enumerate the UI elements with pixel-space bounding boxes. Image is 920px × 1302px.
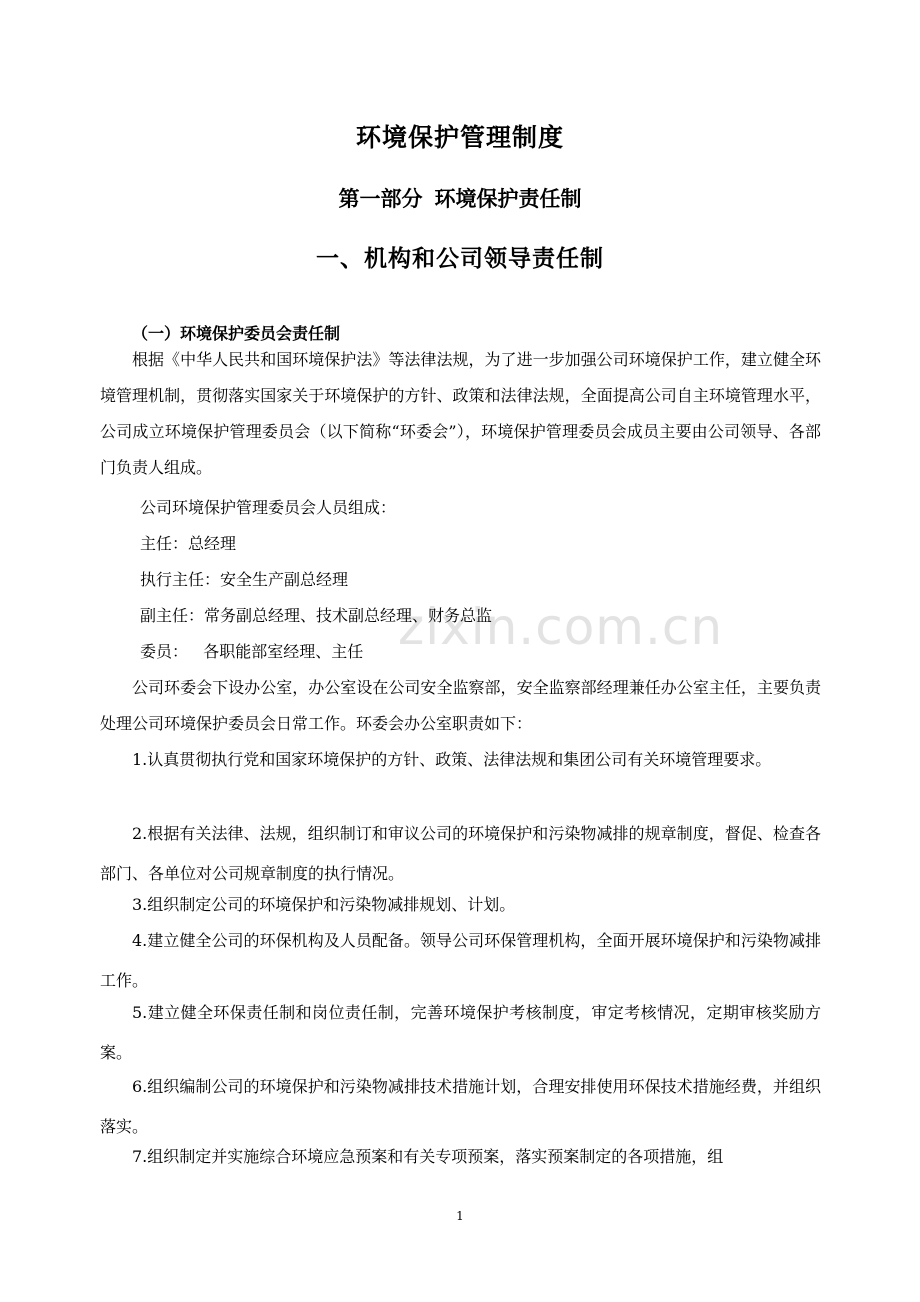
page-number: 1 bbox=[456, 1209, 464, 1223]
document-title: 环境保护管理制度 bbox=[355, 123, 564, 152]
member-line: 执行主任：安全生产副总经理 bbox=[140, 570, 349, 589]
duty-item: 5.建立健全环保责任制和岗位责任制，完善环境保护考核制度，审定考核情况，定期审核奖励方案。 bbox=[100, 1003, 821, 1062]
members-intro: 公司环境保护管理委员会人员组成： bbox=[140, 498, 397, 517]
duty-item: 6.组织编制公司的环境保护和污染物减排技术措施计划，合理安排使用环保技术措施经费，并组织落实。 bbox=[100, 1077, 821, 1136]
duty-item: 7.组织制定并实施综合环境应急预案和有关专项预案，落实预案制定的各项措施，组 bbox=[132, 1147, 724, 1166]
member-line: 副主任：常务副总经理、技术副总经理、财务总监 bbox=[140, 606, 493, 625]
section-heading: （一）环境保护委员会责任制 bbox=[132, 324, 341, 343]
duty-item: 1.认真贯彻执行党和国家环境保护的方针、政策、法律法规和集团公司有关环境管理要求。 bbox=[132, 750, 772, 769]
office-paragraph: 公司环委会下设办公室，办公室设在公司安全监察部，安全监察部经理兼任办公室主任，主要负责处理公司环境保护委员会日常工作。环委会办公室职责如下： bbox=[100, 678, 821, 733]
part-title bbox=[0, 183, 920, 213]
part-title-name: 环境保护责任制 bbox=[434, 187, 582, 211]
part-title-number: 第一部分 bbox=[338, 187, 423, 211]
member-line: 主任：总经理 bbox=[140, 534, 237, 553]
duty-item: 2.根据有关法律、法规，组织制订和审议公司的环境保护和污染物减排的规章制度，督促、检查各部门、各单位对公司规章制度的执行情况。 bbox=[100, 824, 821, 883]
member-line: 委员： 各职能部室经理、主任 bbox=[140, 642, 364, 661]
duty-item: 3.组织制定公司的环境保护和污染物减排规划、计划。 bbox=[132, 895, 516, 914]
duty-item: 4.建立健全公司的环保机构及人员配备。领导公司环保管理机构，全面开展环境保护和污染物减排工作。 bbox=[100, 931, 821, 990]
intro-paragraph: 根据《中华人民共和国环境保护法》等法律法规，为了进一步加强公司环境保护工作，建立健全环境管理机制，贯彻落实国家关于环境保护的方针、政策和法律法规，全面提高公司自主环境管理水平，公司成立环境保护管理委员会（以下简称“环委会”），环境保护管理委员会成员主要由公司领导、各部门负责人组成。 bbox=[100, 350, 821, 477]
chapter-title: 一、机构和公司领导责任制 bbox=[316, 245, 604, 272]
watermark: zixin.com.cn bbox=[398, 598, 724, 656]
